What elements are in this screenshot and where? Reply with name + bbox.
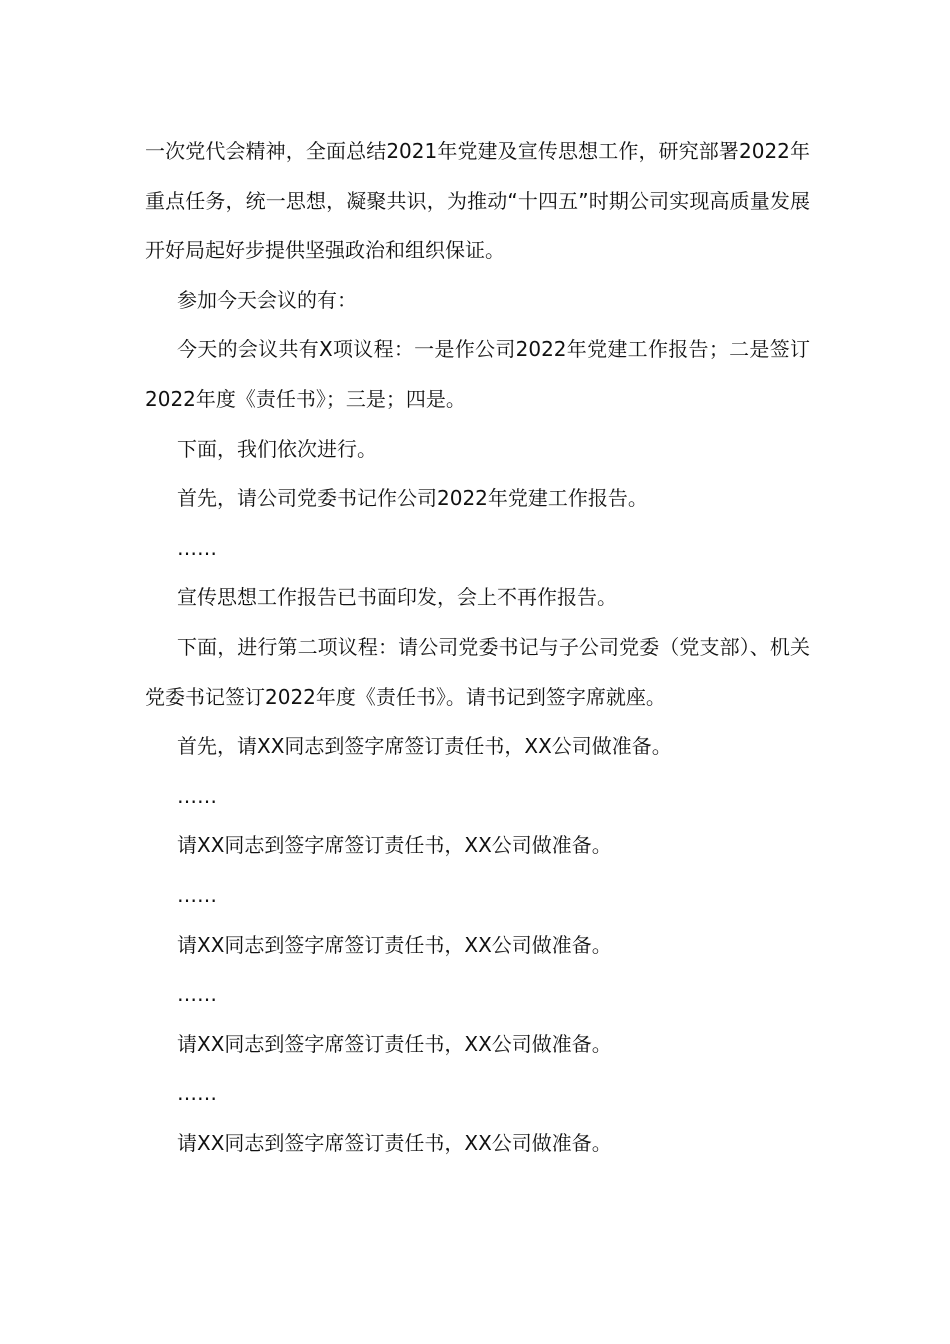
ellipsis-line: …… <box>177 783 217 808</box>
paragraph: 一次党代会精神，全面总结2021年党建及宣传思想工作，研究部署2022年重点任务，统一思想，凝聚共识，为推动“十四五”时期公司实现高质量发展开好局起好步提供坚强政治和组织保证。 <box>145 139 810 263</box>
document-body <box>145 127 810 1168</box>
ellipsis-line: …… <box>177 1081 217 1106</box>
ellipsis-line: …… <box>177 982 217 1007</box>
paragraph: 参加今天会议的有： <box>177 287 357 312</box>
paragraph: 请XX同志到签字席签订责任书，XX公司做准备。 <box>177 1130 612 1155</box>
paragraph: 请XX同志到签字席签订责任书，XX公司做准备。 <box>177 932 612 957</box>
paragraph: 下面，我们依次进行。 <box>177 436 377 461</box>
ellipsis-line: …… <box>177 882 217 907</box>
paragraph: 首先，请XX同志到签字席签订责任书，XX公司做准备。 <box>177 734 672 759</box>
paragraph: 首先，请公司党委书记作公司2022年党建工作报告。 <box>177 486 648 511</box>
paragraph: 请XX同志到签字席签订责任书，XX公司做准备。 <box>177 833 612 858</box>
paragraph: 下面，进行第二项议程：请公司党委书记与子公司党委（党支部）、机关党委书记签订2022年度《责任书》。请书记到签字席就座。 <box>145 634 810 709</box>
paragraph: 请XX同志到签字席签订责任书，XX公司做准备。 <box>177 1031 612 1056</box>
ellipsis-line: …… <box>177 535 217 560</box>
paragraph: 今天的会议共有X项议程：一是作公司2022年党建工作报告；二是签订2022年度《责任书》；三是；四是。 <box>145 337 810 411</box>
paragraph: 宣传思想工作报告已书面印发，会上不再作报告。 <box>177 585 617 610</box>
